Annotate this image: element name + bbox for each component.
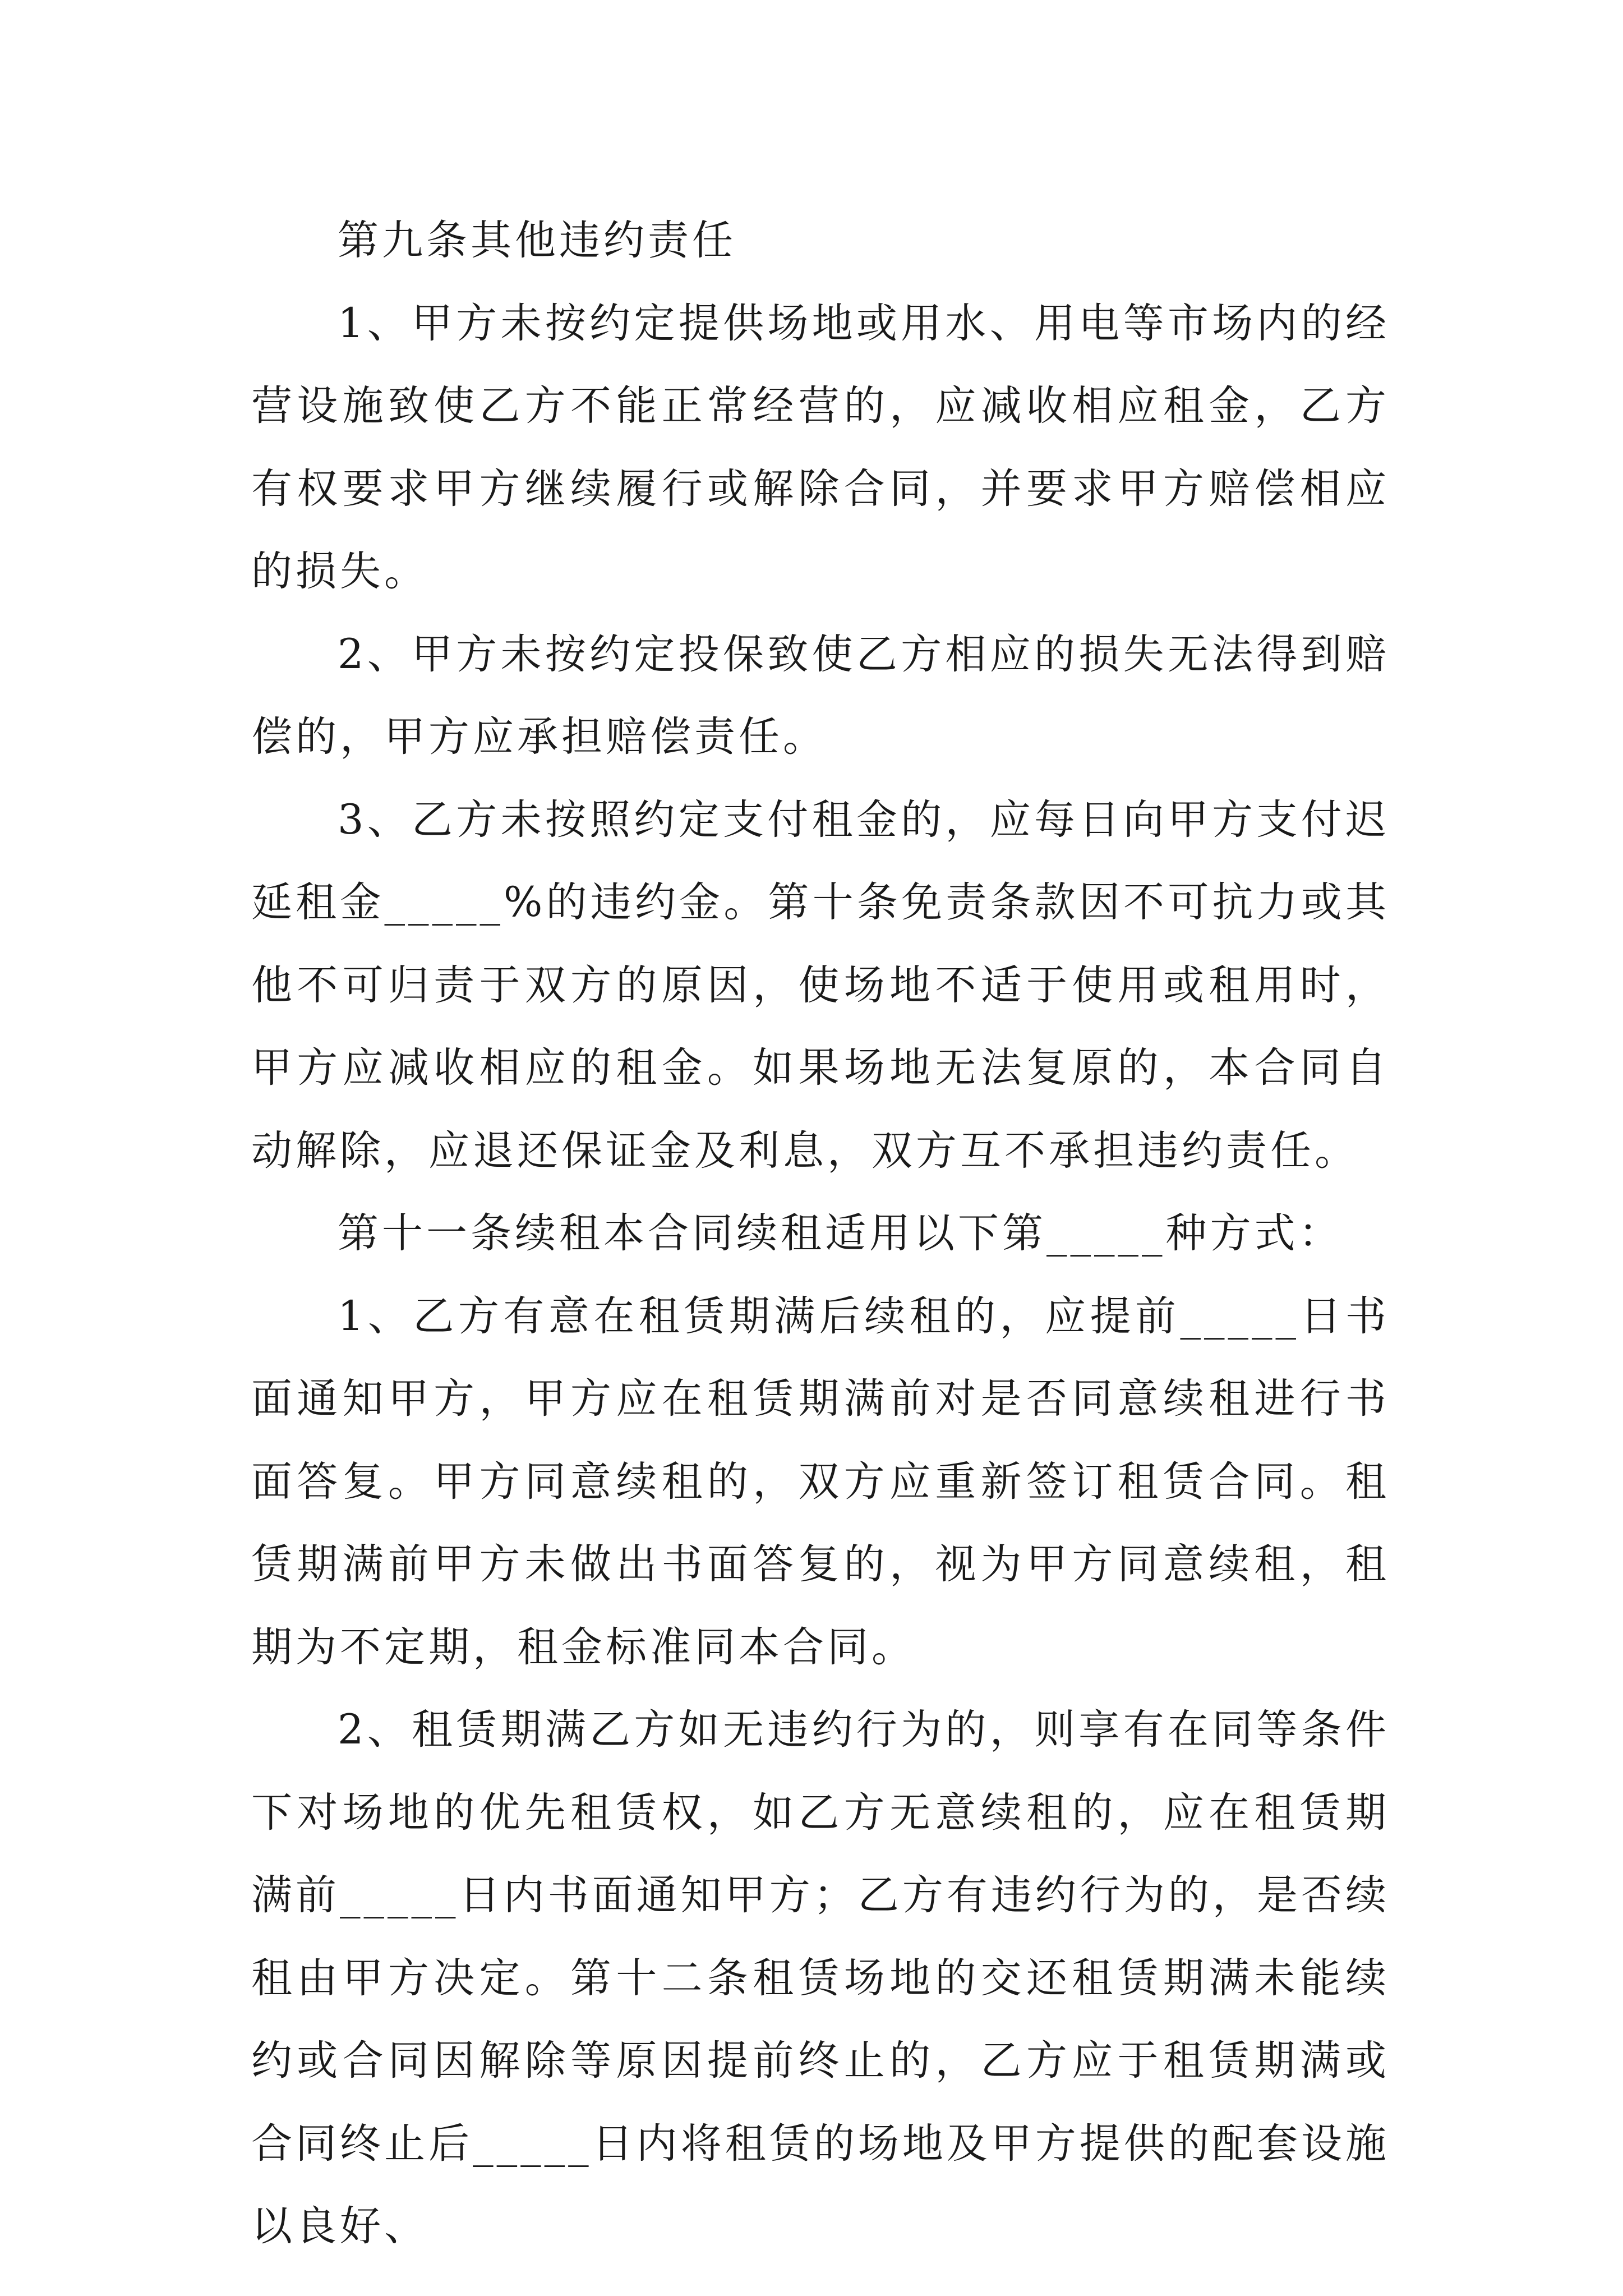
article-11-clause-2: 2、租赁期满乙方如无违约行为的，则享有在同等条件下对场地的优先租赁权，如乙方无意续租的，应在租赁期满前_____日内书面通知甲方；乙方有违约行为的，是否续租由甲方决定。第十二条租赁场地的交还租赁期满未能续约或合同因解除等原因提前终止的，乙方应于租赁期满或合同终止后_____日内将租赁的场地及甲方提供的配套设施以良好、 xyxy=(251,1706,1390,2250)
article-9-heading: 第九条其他违约责任 xyxy=(338,217,736,264)
article-9-clause-3: 3、乙方未按照约定支付租金的，应每日向甲方支付迟延租金_____%的违约金。第十条免责条款因不可抗力或其他不可归责于双方的原因，使场地不适于使用或租用时，甲方应减收相应的租金。如果场地无法复原的，本合同自动解除，应退还保证金及利息，双方互不承担违约责任。 xyxy=(251,795,1390,1175)
article-9-clause-2: 2、甲方未按约定投保致使乙方相应的损失无法得到赔偿的，甲方应承担赔偿责任。 xyxy=(251,630,1390,761)
article-9-clause-1: 1、甲方未按约定提供场地或用水、用电等市场内的经营设施致使乙方不能正常经营的，应减收相应租金，乙方有权要求甲方继续履行或解除合同，并要求甲方赔偿相应的损失。 xyxy=(251,299,1390,595)
article-11-clause-1: 1、乙方有意在租赁期满后续租的，应提前_____日书面通知甲方，甲方应在租赁期满前对是否同意续租进行书面答复。甲方同意续租的，双方应重新签订租赁合同。租赁期满前甲方未做出书面答复的，视为甲方同意续租，租期为不定期，租金标准同本合同。 xyxy=(251,1292,1390,1671)
article-11-heading: 第十一条续租本合同续租适用以下第_____种方式： xyxy=(338,1209,1343,1257)
document-body xyxy=(251,199,1390,2268)
